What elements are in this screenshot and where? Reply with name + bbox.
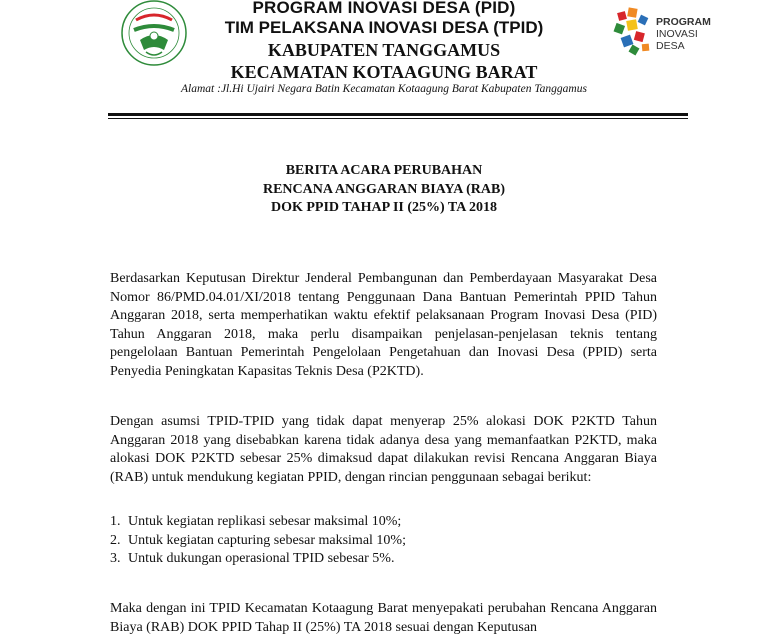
paragraph-legal-basis: Berdasarkan Keputusan Direktur Jenderal Pembangunan dan Pemberdayaan Masyarakat Desa Nomor 86/PMD.04.01/XI/2018 tentang Penggunaan Dana Bantuan Pemerintah PPID Tahun Anggaran 2018, serta memperhatikan waktu efektif pelaksanaan Program Inovasi Desa (PID) Tahun Anggaran 2018, maka perlu disampaikan penjelasan-penjelasan teknis tentang pengelolaan Bantuan Pemerintah Pengelolaan Pengetahuan dan Inovasi Desa (PPID) serta Penyedia Peningkatan Kapasitas Teknis Desa (P2KTD). <box>110 271 657 379</box>
list-item <box>110 513 406 532</box>
paragraph-agreement: Maka dengan ini TPID Kecamatan Kotaagung Barat menyepakati perubahan Rencana Anggaran Biaya (RAB) DOK PPID Tahap II (25%) TA 2018 sesuai dengan Keputusan <box>110 601 657 635</box>
logo-text-line1: PROGRAM <box>656 16 711 28</box>
title-line-3: DOK PPID TAHAP II (25%) TA 2018 <box>270 200 498 215</box>
document-title <box>0 162 768 218</box>
list-item-text: Untuk dukungan operasional TPID sebesar 5%. <box>128 551 395 566</box>
header-divider-thick <box>108 113 688 116</box>
paragraph-assumption: Dengan asumsi TPID-TPID yang tidak dapat menyerap 25% alokasi DOK P2KTD Tahun Anggaran 2018 yang disebabkan karena tidak adanya desa yang memanfaatkan P2KTD, maka alokasi DOK P2KTD sebesar 25% dimaksud dapat dilakukan revisi Rencana Anggaran Biaya (RAB) untuk mendukung kegiatan PPID, dengan rincian penggunaan sebagai berikut: <box>110 414 657 485</box>
list-item-number: 2. <box>110 532 121 548</box>
logo-text-line3: DESA <box>656 40 685 52</box>
title-line-1: BERITA ACARA PERUBAHAN <box>285 163 483 178</box>
header-regency: KABUPATEN TANGGAMUS <box>267 40 501 60</box>
title-line-2: RENCANA ANGGARAN BIAYA (RAB) <box>262 181 506 197</box>
list-item-number: 3. <box>110 551 121 566</box>
list-item-text: Untuk kegiatan replikasi sebesar maksimal 10%; <box>128 514 402 529</box>
header-address: Alamat :Jl.Hi Ujairi Negara Batin Kecamatan Kotaagung Barat Kabupaten Tanggamus <box>181 83 587 95</box>
list-item <box>110 550 406 569</box>
list-item-number: 1. <box>110 514 121 529</box>
header-team-name: TIM PELAKSANA INOVASI DESA (TPID) <box>224 18 544 37</box>
list-item-text: Untuk kegiatan capturing sebesar maksimal 10%; <box>128 532 406 548</box>
header-district: KECAMATAN KOTAAGUNG BARAT <box>230 62 538 82</box>
header-program-name: PROGRAM INOVASI DESA (PID) <box>252 0 516 17</box>
logo-text-line2: INOVASI <box>656 28 698 40</box>
allocation-list <box>110 513 406 569</box>
list-item <box>110 532 406 551</box>
header-divider-thin <box>108 118 688 119</box>
